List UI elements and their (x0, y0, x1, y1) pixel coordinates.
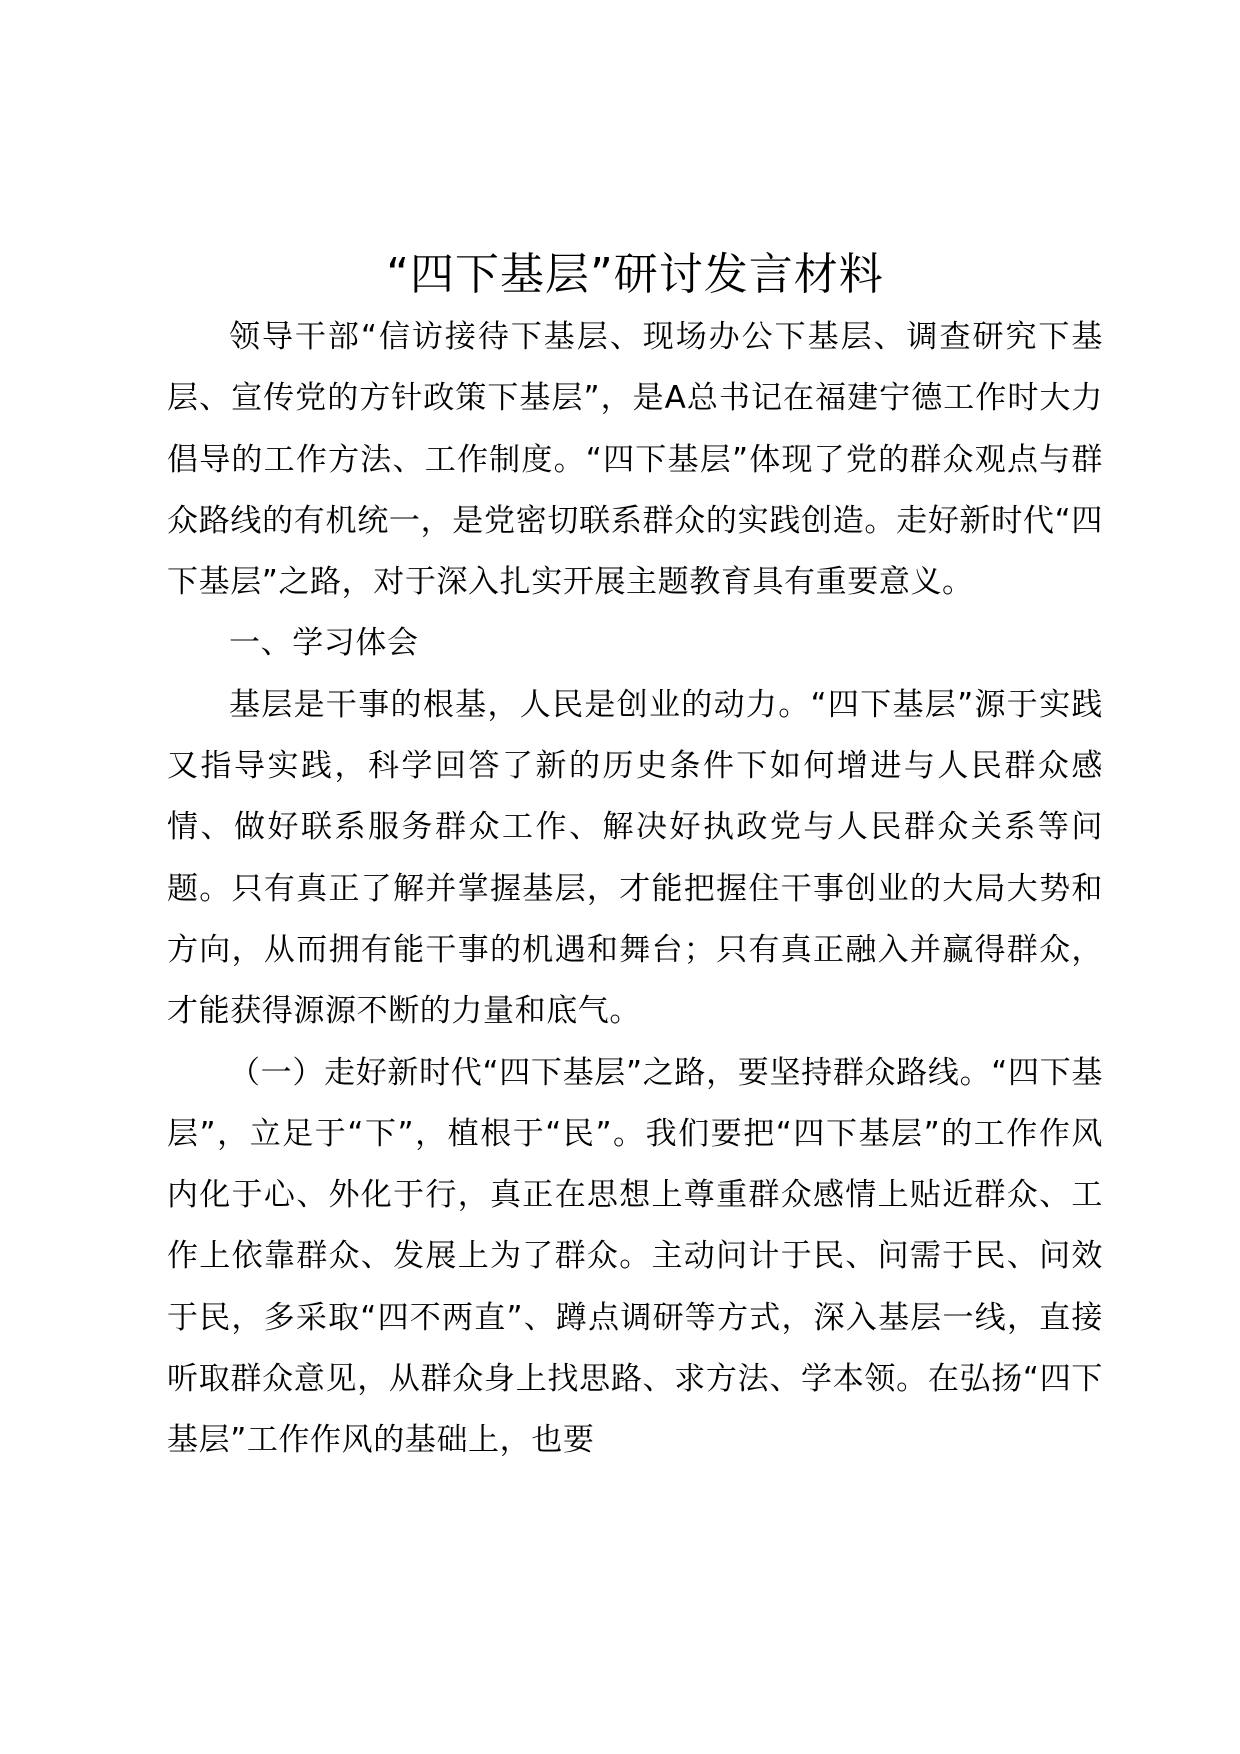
paragraph-mass-line: （一）走好新时代“四下基层”之路，要坚持群众路线。“四下基层”，立足于“下”，植根于“民”。我们要把“四下基层”的工作作风内化于心、外化于行，真正在思想上尊重群众感情上贴近群众、工作上依靠群众、发展上为了群众。主动问计于民、问需于民、问效于民，多采取“四不两直”、蹲点调研等方式，深入基层一线，直接听取群众意见，从群众身上找思路、求方法、学本领。在弘扬“四下基层”工作作风的基础上，也要 (167, 1054, 1103, 1459)
section-heading-learning: 一、学习体会 (229, 625, 419, 662)
document-page (167, 245, 1103, 1472)
paragraph-intro: 领导干部“信访接待下基层、现场办公下基层、调查研究下基层、宣传党的方针政策下基层”，是A总书记在福建宁德工作时大力倡导的工作方法、工作制度。“四下基层”体现了党的群众观点与群众路线的有机统一，是党密切联系群众的实践创造。走好新时代“四下基层”之路，对于深入扎实开展主题教育具有重要意义。 (167, 319, 1103, 601)
document-title: “四下基层”研讨发言材料 (386, 249, 884, 300)
paragraph-grassroots: 基层是干事的根基，人民是创业的动力。“四下基层”源于实践又指导实践，科学回答了新的历史条件下如何增进与人民群众感情、做好联系服务群众工作、解决好执政党与人民群众关系等问题。只有真正了解并掌握基层，才能把握住干事创业的大局大势和方向，从而拥有能干事的机遇和舞台；只有真正融入并赢得群众，才能获得源源不断的力量和底气。 (167, 686, 1103, 1030)
